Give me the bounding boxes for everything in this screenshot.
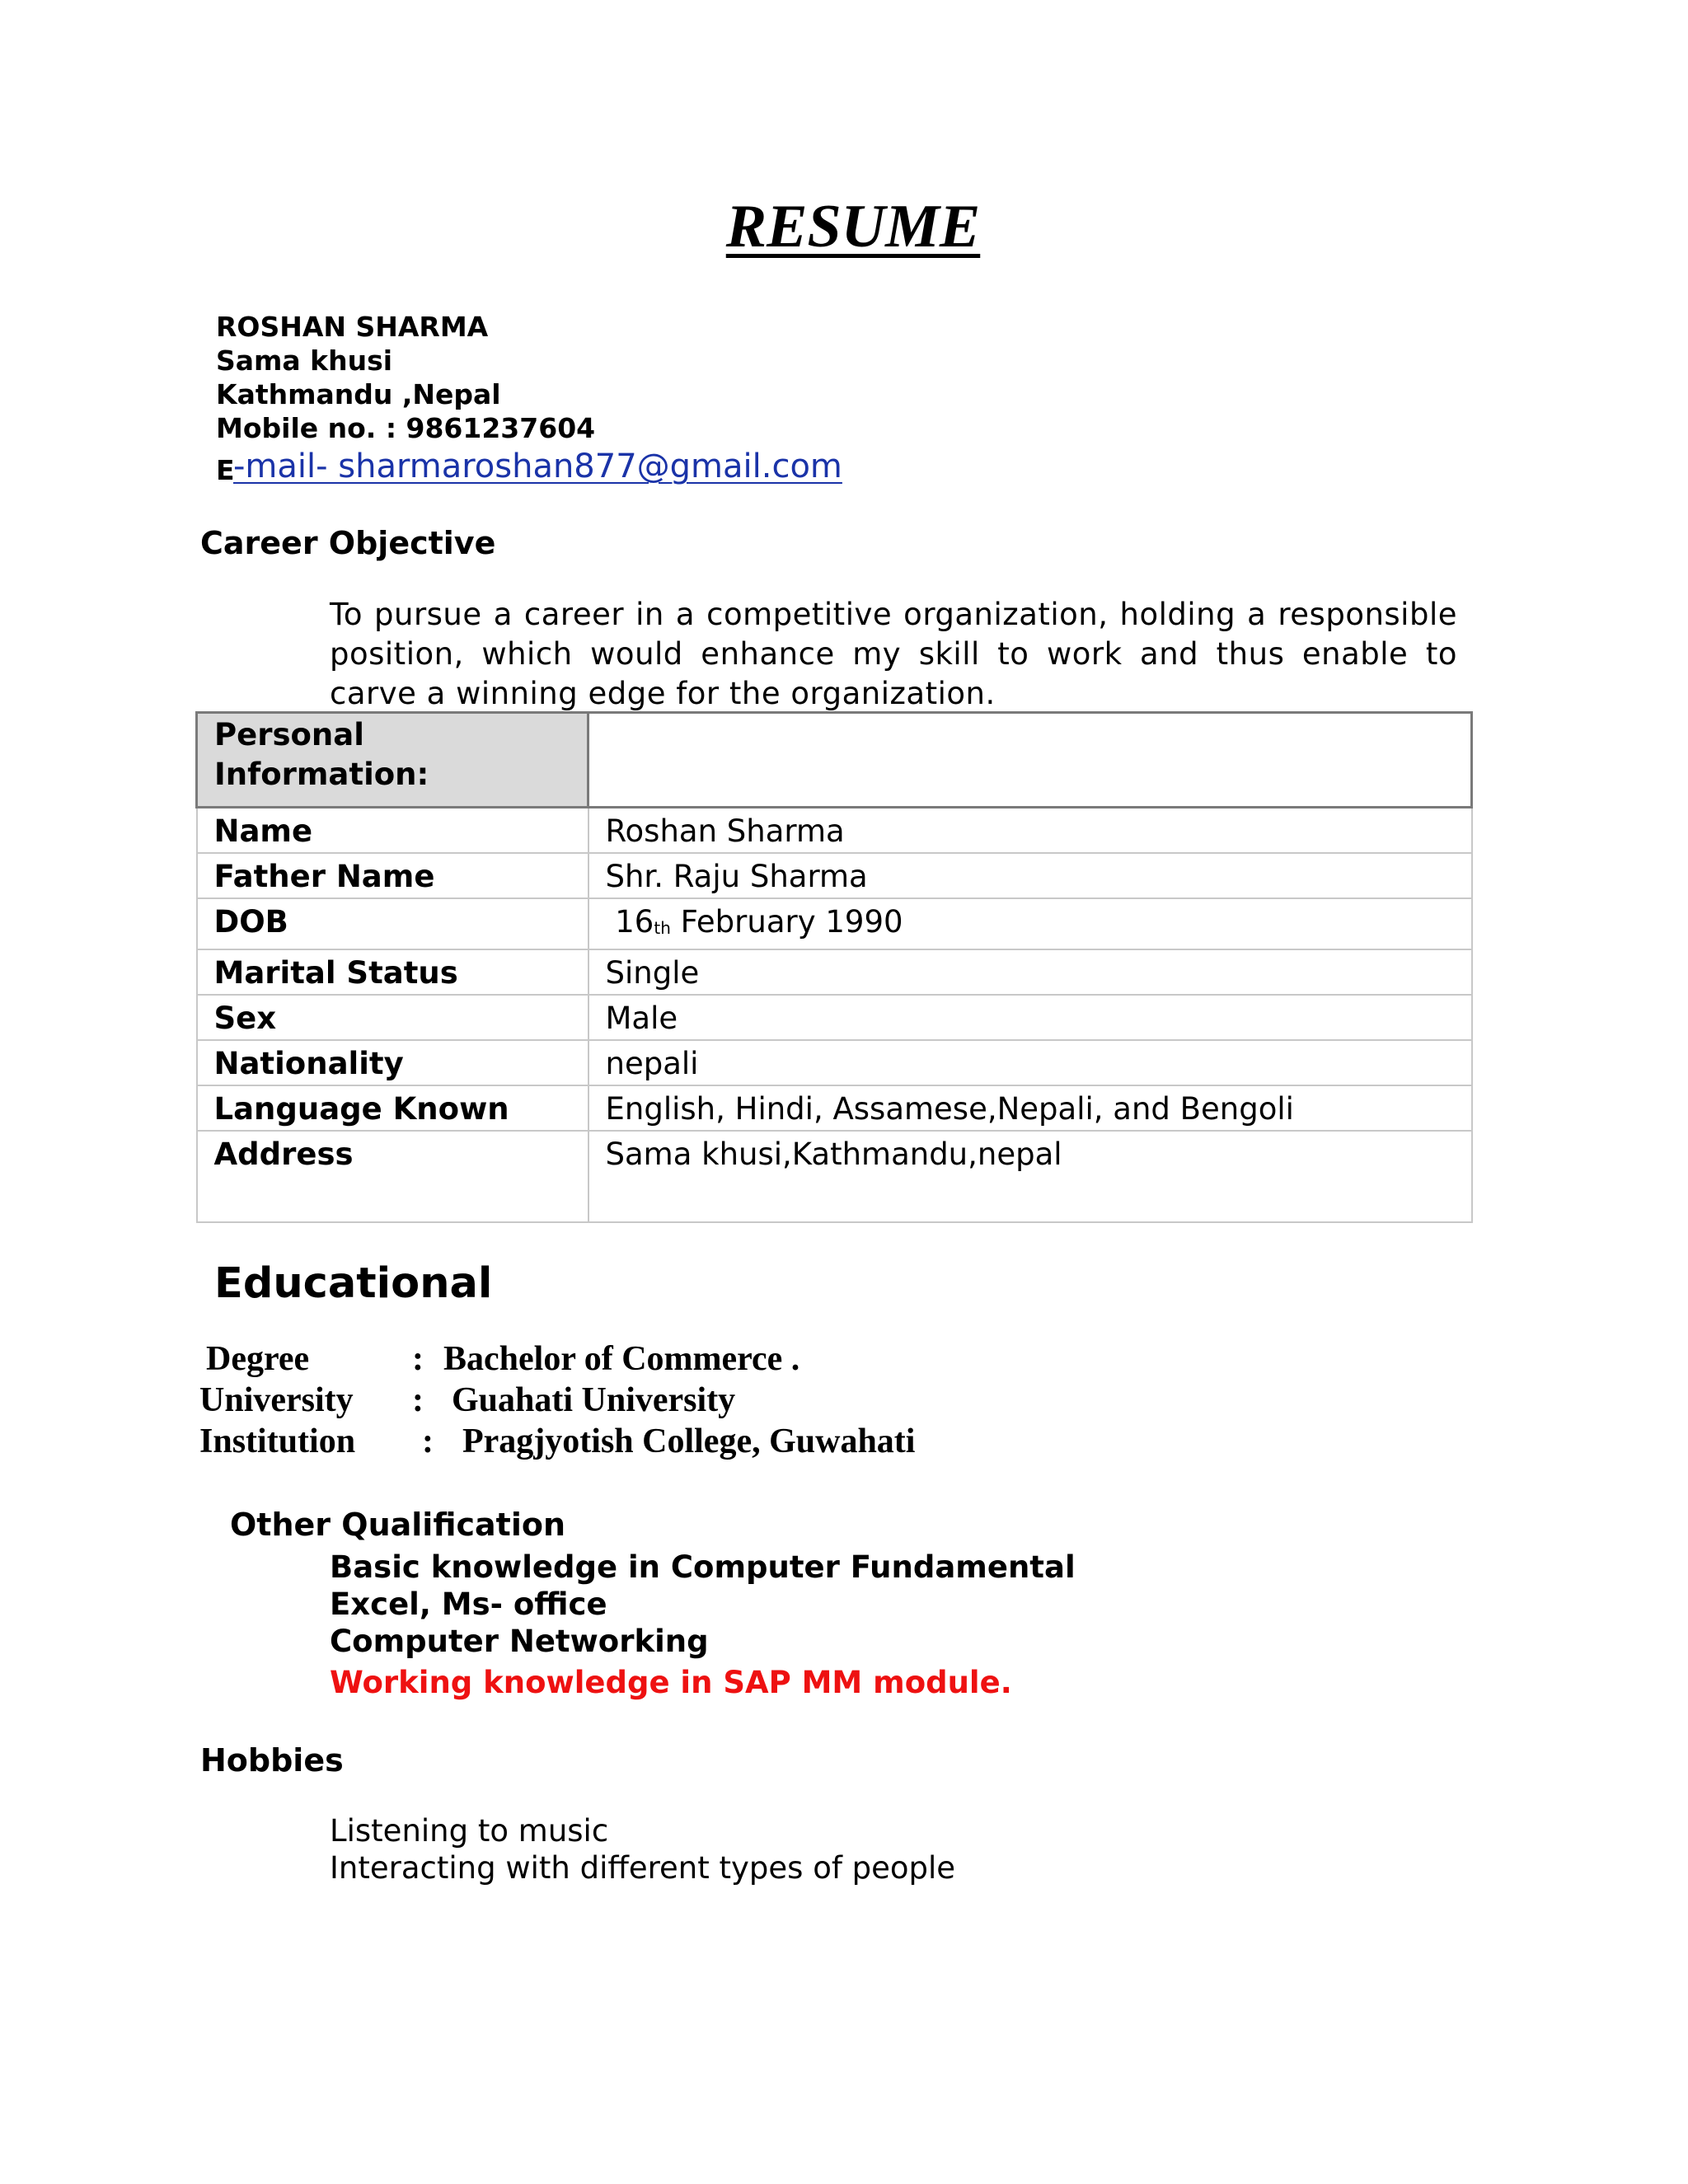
education-heading: Educational xyxy=(214,1259,493,1308)
row-label-dob: DOB xyxy=(197,898,588,949)
career-objective-heading: Career Objective xyxy=(200,525,496,561)
personal-info-table xyxy=(195,711,1473,1223)
row-label-language-known: Language Known xyxy=(197,1085,588,1131)
row-value-nationality: nepali xyxy=(588,1040,1472,1085)
row-label-name: Name xyxy=(197,808,588,854)
row-value-address: Sama khusi,Kathmandu,nepal xyxy=(588,1131,1472,1222)
education-sep-institution: : xyxy=(422,1422,434,1460)
table-row xyxy=(197,1040,1472,1085)
table-row xyxy=(197,1131,1472,1222)
row-label-nationality: Nationality xyxy=(197,1040,588,1085)
hobbies-heading: Hobbies xyxy=(200,1742,344,1779)
education-label-institution: Institution xyxy=(199,1422,356,1460)
table-row xyxy=(197,808,1472,854)
education-sep-university: : xyxy=(412,1381,424,1419)
row-label-address: Address xyxy=(197,1131,588,1222)
contact-mobile: Mobile no. : 9861237604 xyxy=(216,412,596,444)
education-sep-degree: : xyxy=(412,1340,424,1378)
personal-info-header: Personal Information: xyxy=(197,713,588,808)
row-value-sex: Male xyxy=(588,995,1472,1040)
page-title: RESUME xyxy=(725,193,981,260)
qualification-item-highlight: Working knowledge in SAP MM module. xyxy=(330,1665,1012,1700)
table-row xyxy=(197,995,1472,1040)
personal-info-header-row xyxy=(197,713,1472,808)
education-label-university: University xyxy=(199,1381,354,1419)
contact-name: ROSHAN SHARMA xyxy=(216,311,489,343)
table-row xyxy=(197,853,1472,898)
table-row xyxy=(197,1085,1472,1131)
hobby-item: Interacting with different types of people xyxy=(330,1850,956,1886)
row-label-sex: Sex xyxy=(197,995,588,1040)
education-value-institution: Pragjyotish College, Guwahati xyxy=(462,1422,916,1460)
row-value-father-name: Shr. Raju Sharma xyxy=(588,853,1472,898)
row-value-dob xyxy=(588,898,1472,949)
education-label-degree: Degree xyxy=(206,1340,310,1378)
dob-suffix: th xyxy=(654,918,671,938)
hobby-item: Listening to music xyxy=(330,1813,609,1849)
education-value-degree: Bachelor of Commerce . xyxy=(443,1340,800,1378)
dob-rest: February 1990 xyxy=(670,904,903,940)
row-value-marital-status: Single xyxy=(588,949,1472,995)
table-row xyxy=(197,898,1472,949)
row-label-marital-status: Marital Status xyxy=(197,949,588,995)
contact-email-prefix: E xyxy=(216,454,235,486)
contact-email-link[interactable]: -mail- sharmaroshan877@gmail.com xyxy=(233,448,842,485)
qualification-item: Computer Networking xyxy=(330,1624,709,1659)
contact-address-line2: Kathmandu ,Nepal xyxy=(216,378,501,410)
career-objective-text: To pursue a career in a competitive organization, holding a responsible position, which would enhance my skill to work and thus enable to carve a winning edge for the organization. xyxy=(330,597,1457,711)
personal-info-header-empty xyxy=(588,713,1472,808)
qualification-item: Excel, Ms- office xyxy=(330,1586,607,1622)
contact-address-line1: Sama khusi xyxy=(216,344,393,377)
other-qualification-heading: Other Qualification xyxy=(230,1507,565,1543)
education-value-university: Guahati University xyxy=(452,1381,736,1419)
table-row xyxy=(197,949,1472,995)
qualification-item: Basic knowledge in Computer Fundamental xyxy=(330,1549,1076,1585)
row-label-father-name: Father Name xyxy=(197,853,588,898)
row-value-name: Roshan Sharma xyxy=(588,808,1472,854)
row-value-language-known: English, Hindi, Assamese,Nepali, and Bengoli xyxy=(588,1085,1472,1131)
dob-day: 16 xyxy=(615,904,654,940)
